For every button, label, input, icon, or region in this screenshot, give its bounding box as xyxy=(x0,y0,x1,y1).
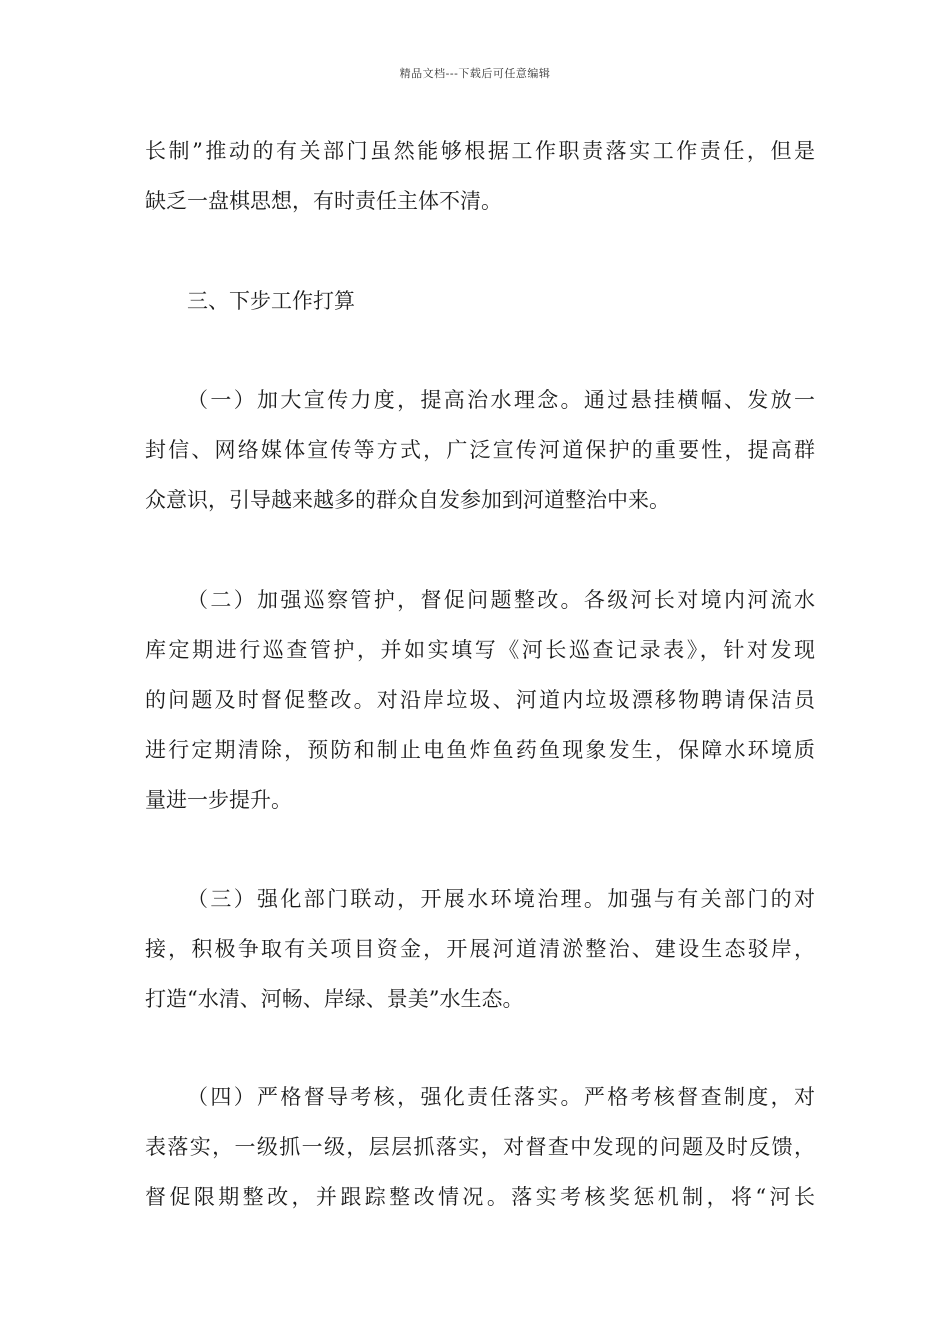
text-line: （三）强化部门联动，开展水环境治理。加强与有关部门的对 xyxy=(187,887,815,911)
text-line: 量进一步提升。 xyxy=(145,788,292,812)
text-line: 众意识，引导越来越多的群众自发参加到河道整治中来。 xyxy=(145,488,670,512)
paragraph-item-1 xyxy=(145,375,815,525)
text-line: 接，积极争取有关项目资金，开展河道清淤整治、建设生态驳岸， xyxy=(145,937,815,961)
text-line: 督促限期整改，并跟踪整改情况。落实考核奖惩机制，将“河长 xyxy=(145,1185,815,1209)
text-line: （二）加强巡察管护，督促问题整改。各级河长对境内河流水 xyxy=(187,588,815,612)
section-heading-text: 三、下步工作打算 xyxy=(187,289,355,313)
paragraph-item-4 xyxy=(145,1072,815,1222)
text-line: （一）加大宣传力度，提高治水理念。通过悬挂横幅、发放一 xyxy=(187,388,815,412)
section-heading xyxy=(145,276,815,326)
text-line: 库定期进行巡查管护，并如实填写《河长巡查记录表》，针对发现 xyxy=(145,638,815,662)
paragraph-item-3 xyxy=(145,874,815,1024)
text-line: 打造“水清、河畅、岸绿、景美”水生态。 xyxy=(145,987,524,1011)
text-line: 的问题及时督促整改。对沿岸垃圾、河道内垃圾漂移物聘请保洁员 xyxy=(145,688,815,712)
page-header: 精品文档---下载后可任意编辑 xyxy=(399,67,551,80)
text-line: 表落实，一级抓一级，层层抓落实，对督查中发现的问题及时反馈， xyxy=(145,1135,815,1159)
paragraph-continuation xyxy=(145,126,815,226)
paragraph-item-2 xyxy=(145,575,815,825)
text-line: 长制”推动的有关部门虽然能够根据工作职责落实工作责任，但是 xyxy=(145,139,815,163)
text-line: （四）严格督导考核，强化责任落实。严格考核督查制度，对 xyxy=(187,1085,815,1109)
text-line: 封信、网络媒体宣传等方式，广泛宣传河道保护的重要性，提高群 xyxy=(145,438,815,462)
text-line: 缺乏一盘棋思想，有时责任主体不清。 xyxy=(145,189,502,213)
text-line: 进行定期清除，预防和制止电鱼炸鱼药鱼现象发生，保障水环境质 xyxy=(145,738,815,762)
